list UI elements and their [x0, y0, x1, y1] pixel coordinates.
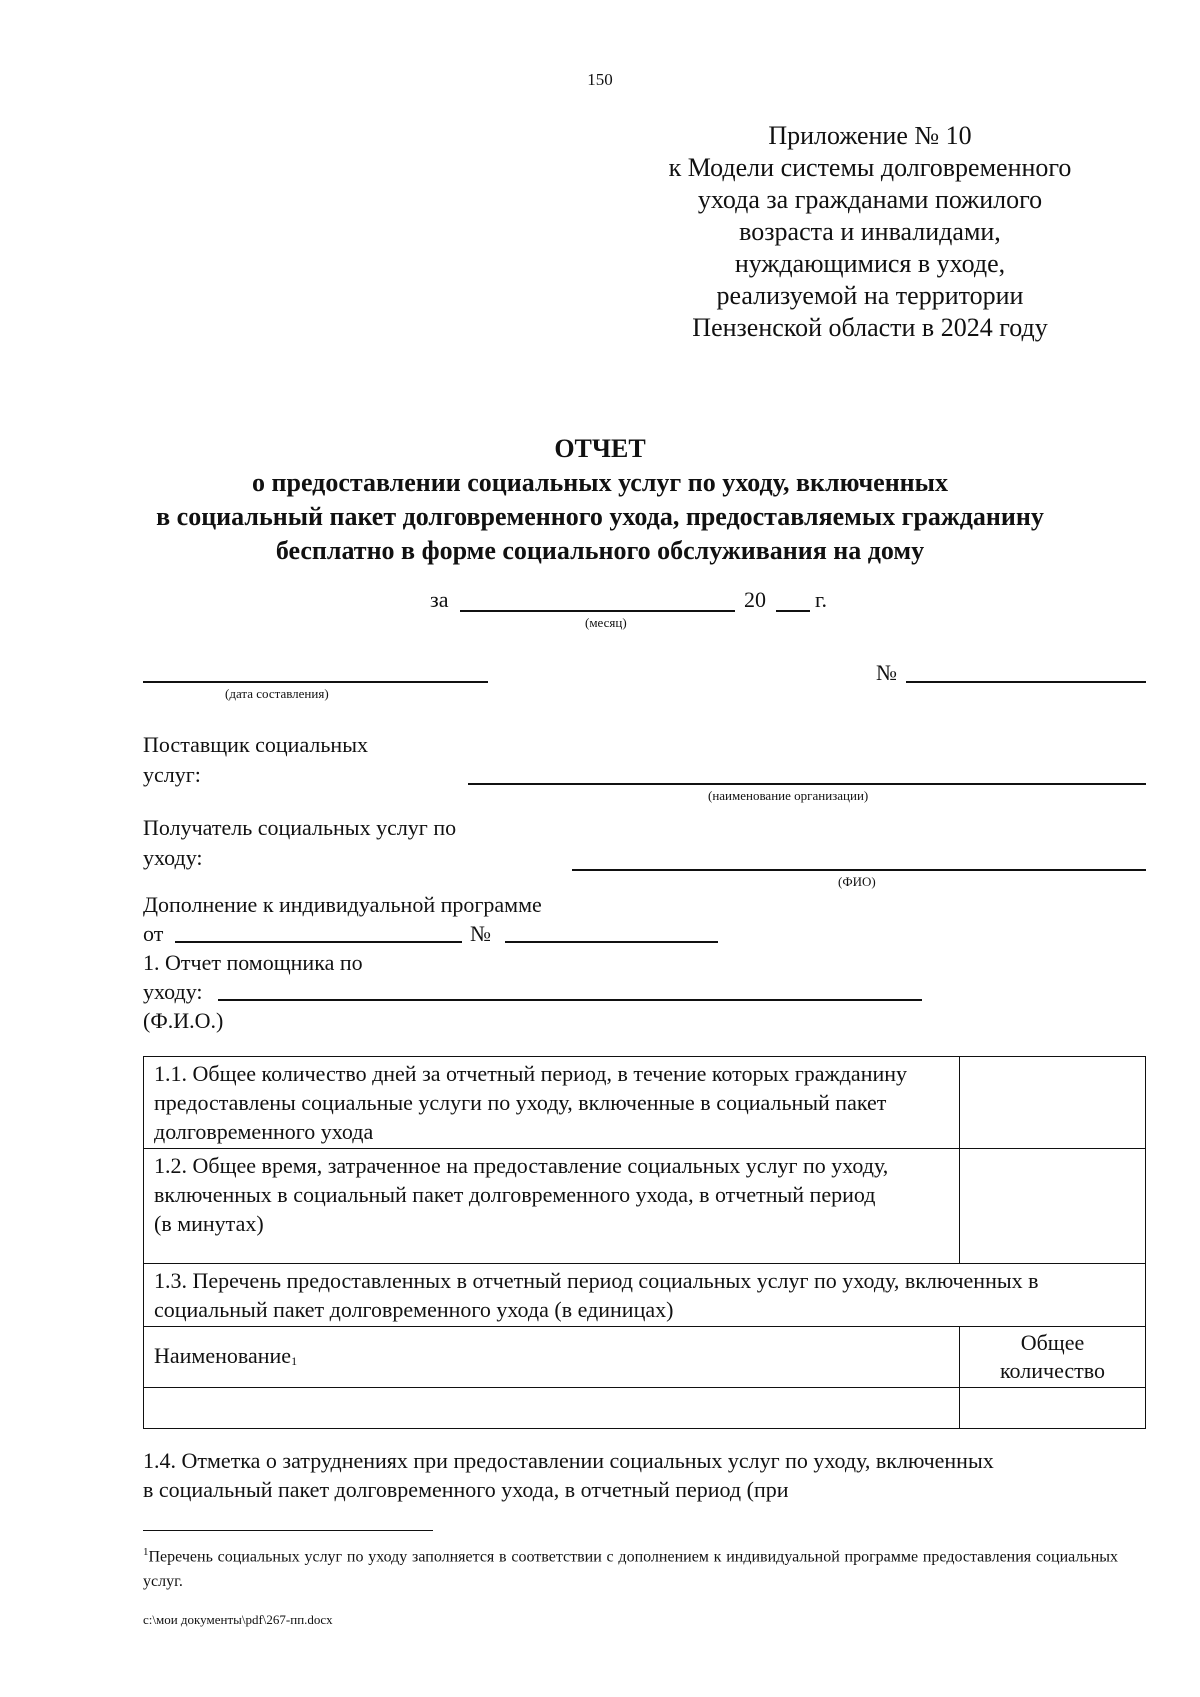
table-row: [144, 1149, 1146, 1264]
footnote-marker: 1: [143, 1546, 149, 1558]
appendix-line: Приложение № 10: [768, 121, 972, 150]
appendix-line: ухода за гражданами пожилого: [697, 185, 1043, 214]
assistant-label-2: уходу:: [143, 979, 203, 1004]
row-1-3-label: 1.3. Перечень предоставленных в отчетный период социальных услуг по уходу, включенных в социальный пакет долговременного ухода (в единицах): [144, 1264, 1146, 1327]
provider-caption: (наименование организации): [708, 788, 869, 803]
supplement-number-field[interactable]: [505, 941, 718, 943]
supplement-from-label: от: [143, 921, 164, 946]
file-path: c:\мои документы\pdf\267-пп.docx: [143, 1612, 333, 1627]
provider-label-line: Поставщик социальных: [143, 732, 368, 757]
section-1-4: [143, 1446, 994, 1504]
table-row: [144, 1264, 1146, 1327]
report-heading: ОТЧЕТ: [554, 434, 646, 463]
service-total-cell[interactable]: [960, 1388, 1146, 1429]
row-1-2-label: [144, 1149, 960, 1264]
provider-field[interactable]: [468, 783, 1146, 785]
year-field[interactable]: [776, 610, 810, 612]
report-subtitle-line: в социальный пакет долговременного ухода, предоставляемых гражданину: [156, 502, 1044, 531]
supplement-date-field[interactable]: [175, 941, 462, 943]
column-name-label: Наименование: [154, 1342, 292, 1368]
footnote: [143, 1540, 1118, 1594]
page-number: 150: [587, 70, 613, 89]
table-row: [144, 1327, 1146, 1388]
footnote-text: Перечень социальных услуг по уходу заполняется в соответствии с дополнением к индивидуальной программе предоставления социальных услуг.: [143, 1548, 1118, 1591]
service-name-cell[interactable]: [144, 1388, 960, 1429]
date-field[interactable]: [143, 681, 488, 683]
month-field[interactable]: [460, 610, 735, 612]
footnote-separator: [143, 1530, 433, 1531]
report-title: [100, 432, 1100, 568]
recipient-label-line: Получатель социальных услуг по: [143, 815, 457, 840]
month-caption: (месяц): [585, 615, 627, 630]
row-1-2-text: 1.2. Общее время, затраченное на предоставление социальных услуг по уходу, включенных в социальный пакет долговременного ухода, в отчетный период: [154, 1153, 889, 1207]
appendix-line: нуждающимися в уходе,: [734, 249, 1006, 278]
report-subtitle-line: о предоставлении социальных услуг по уходу, включенных: [252, 468, 948, 497]
recipient-label-line: уходу:: [143, 845, 203, 870]
column-total-header: Общее количество: [960, 1327, 1146, 1388]
table-row: [144, 1057, 1146, 1149]
appendix-line: Пензенской области в 2024 году: [692, 313, 1048, 342]
assistant-caption: (Ф.И.О.): [143, 1008, 224, 1033]
year-prefix: 20: [744, 587, 766, 612]
provider-label-line: услуг:: [143, 762, 201, 787]
supplement-label: Дополнение к индивидуальной программе: [143, 892, 542, 917]
appendix-block: [630, 120, 1110, 344]
section-1-4-line: 1.4. Отметка о затруднениях при предоставлении социальных услуг по уходу, включенных: [143, 1448, 994, 1473]
assistant-label: 1. Отчет помощника по: [143, 950, 363, 975]
row-1-1-label: 1.1. Общее количество дней за отчетный период, в течение которых гражданину предоставлены социальные услуги по уходу, включенные в социальный пакет долговременного ухода: [144, 1057, 960, 1149]
table-row: [144, 1388, 1146, 1429]
footnote-ref: 1: [291, 1353, 298, 1368]
row-1-2-unit: (в минутах): [154, 1211, 264, 1236]
supplement-number-label: №: [470, 921, 491, 946]
recipient-field[interactable]: [572, 869, 1146, 871]
row-1-2-value-cell[interactable]: [960, 1149, 1146, 1264]
recipient-label: [143, 813, 456, 873]
report-subtitle-line: бесплатно в форме социального обслуживания на дому: [275, 536, 925, 565]
assistant-field[interactable]: [218, 999, 922, 1001]
period-prefix: за: [430, 587, 449, 612]
year-suffix: г.: [815, 587, 828, 612]
date-caption: (дата составления): [225, 686, 329, 701]
number-label: №: [876, 660, 897, 685]
column-name-header: [144, 1327, 960, 1388]
section-1-4-line: в социальный пакет долговременного ухода, в отчетный период (при: [143, 1477, 789, 1502]
appendix-line: к Модели системы долговременного: [668, 153, 1072, 182]
row-1-1-value-cell[interactable]: [960, 1057, 1146, 1149]
report-table: [143, 1056, 1146, 1429]
recipient-caption: (ФИО): [838, 874, 876, 889]
appendix-line: реализуемой на территории: [716, 281, 1024, 310]
appendix-line: возраста и инвалидами,: [739, 217, 1001, 246]
provider-label: [143, 730, 368, 790]
number-field[interactable]: [906, 681, 1146, 683]
